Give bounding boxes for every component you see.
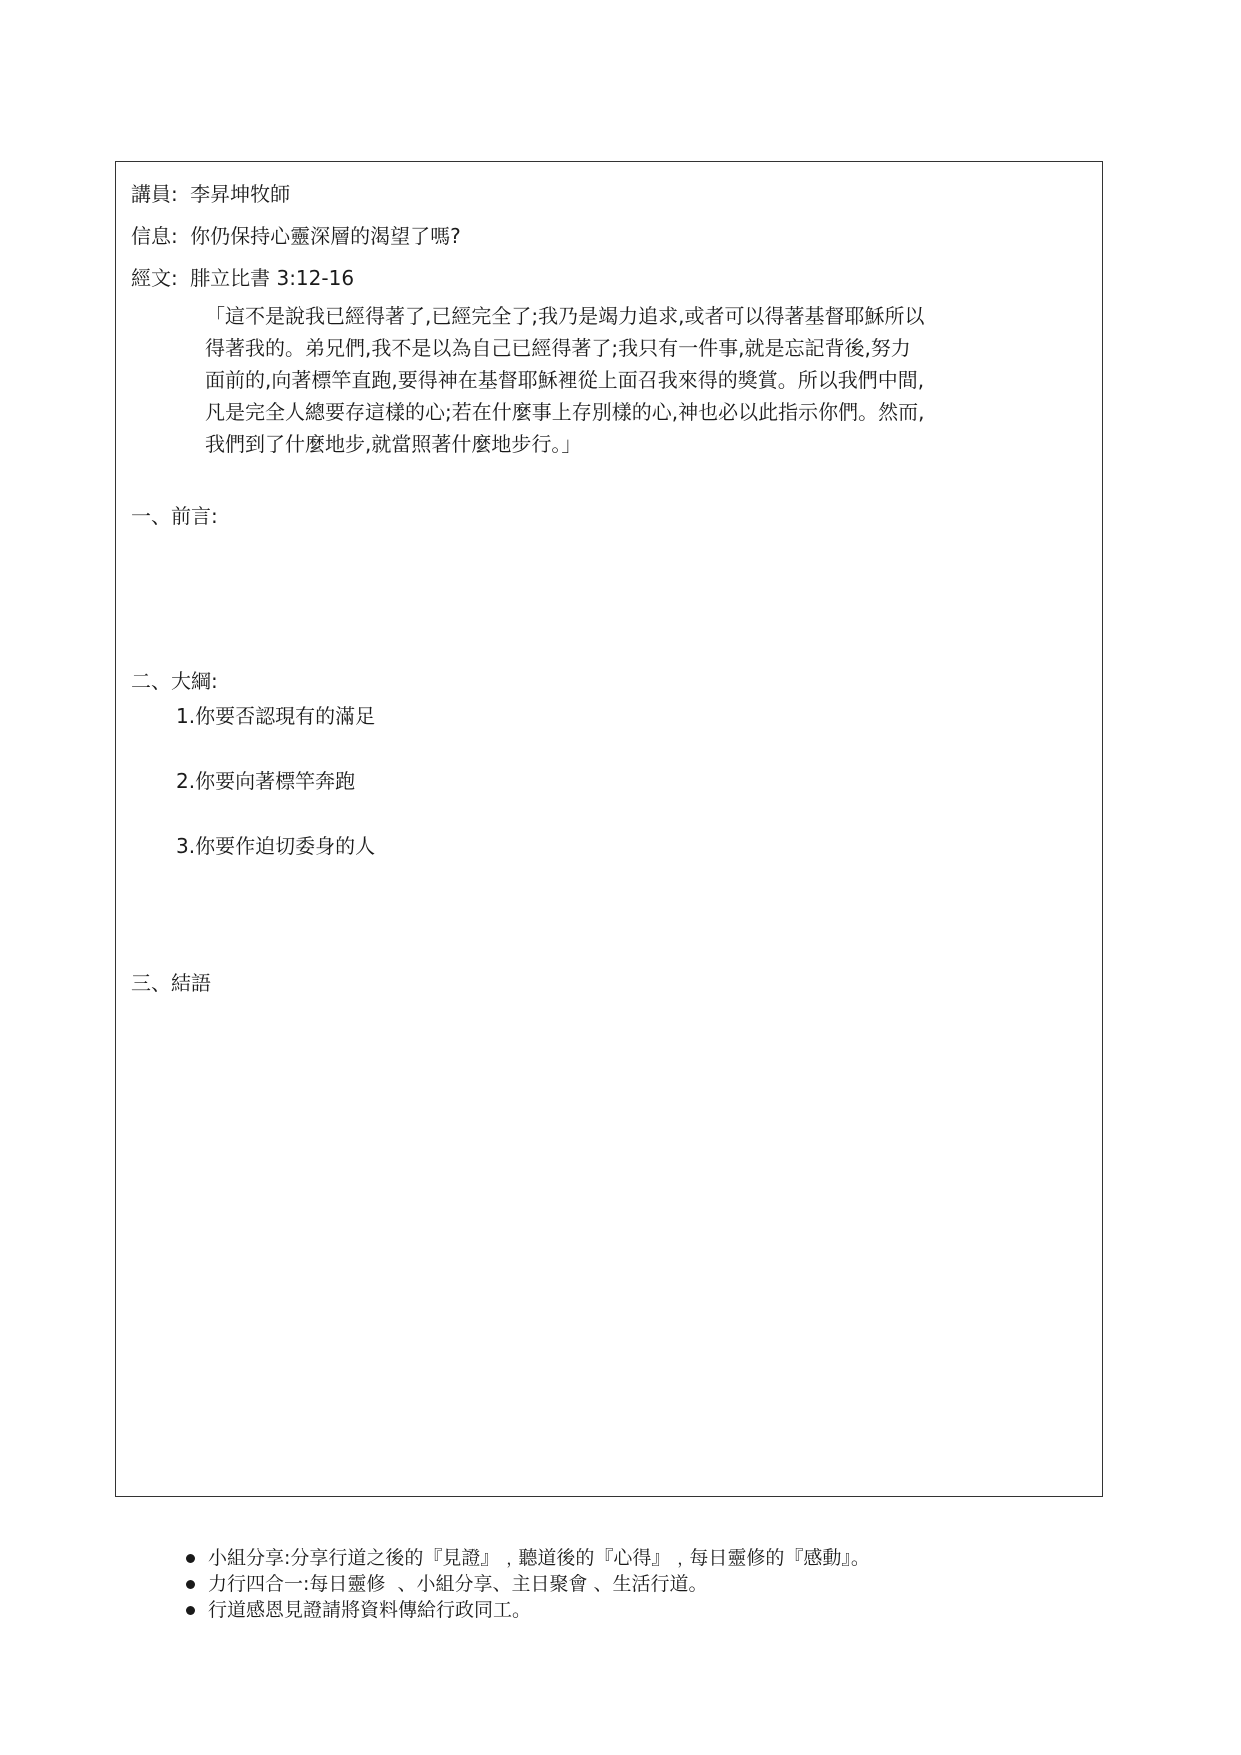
quote-line: 「這不是說我已經得著了,已經完全了;我乃是竭力追求,或者可以得著基督耶穌所以 xyxy=(205,304,925,328)
bullet-icon xyxy=(186,1580,195,1589)
quote-line: 凡是完全人總要存這樣的心;若在什麼事上存別樣的心,神也必以此指示你們。然而, xyxy=(205,400,925,424)
quote-line: 我們到了什麼地步,就當照著什麼地步行。」 xyxy=(205,432,582,456)
footer-note-text: 行道感恩見證請將資料傳給行政同工。 xyxy=(208,1599,532,1621)
section-intro-heading: 一、前言: xyxy=(131,504,218,528)
footer-note-text: 小組分享:分享行道之後的『見證』﹐聽道後的『心得』﹐每日靈修的『感動』。 xyxy=(208,1547,870,1569)
speaker-name: 李昇坤牧師 xyxy=(190,182,291,206)
quote-line: 面前的,向著標竿直跑,要得神在基督耶穌裡從上面召我來得的獎賞。所以我們中間, xyxy=(205,368,925,392)
speaker-label: 講員: xyxy=(131,182,178,206)
outline-item: 2.你要向著標竿奔跑 xyxy=(176,769,356,793)
section-conclusion-heading: 三、結語 xyxy=(131,971,211,995)
section-outline-heading: 二、大綱: xyxy=(131,669,218,693)
bullet-icon xyxy=(186,1606,195,1615)
footer-note xyxy=(184,1545,870,1571)
bullet-icon xyxy=(186,1554,195,1563)
scripture-label: 經文: xyxy=(131,266,178,290)
speaker-line xyxy=(131,181,290,207)
message-label: 信息: xyxy=(131,224,178,248)
scripture-line xyxy=(131,265,354,291)
footer-note-text: 力行四合一:每日靈修 、小組分享、主日聚會 、生活行道。 xyxy=(208,1573,708,1595)
footer-notes xyxy=(184,1545,870,1623)
quote-line: 得著我的。弟兄們,我不是以為自己已經得著了;我只有一件事,就是忘記背後,努力 xyxy=(205,336,911,360)
scripture-quote xyxy=(205,300,1085,460)
footer-note xyxy=(184,1597,870,1623)
scripture-reference: 腓立比書 3:12-16 xyxy=(190,266,355,290)
outline-item: 3.你要作迫切委身的人 xyxy=(176,834,376,858)
footer-note xyxy=(184,1571,870,1597)
message-title: 你仍保持心靈深層的渴望了嗎? xyxy=(190,224,461,248)
outline-item: 1.你要否認現有的滿足 xyxy=(176,704,376,728)
message-line xyxy=(131,223,461,249)
